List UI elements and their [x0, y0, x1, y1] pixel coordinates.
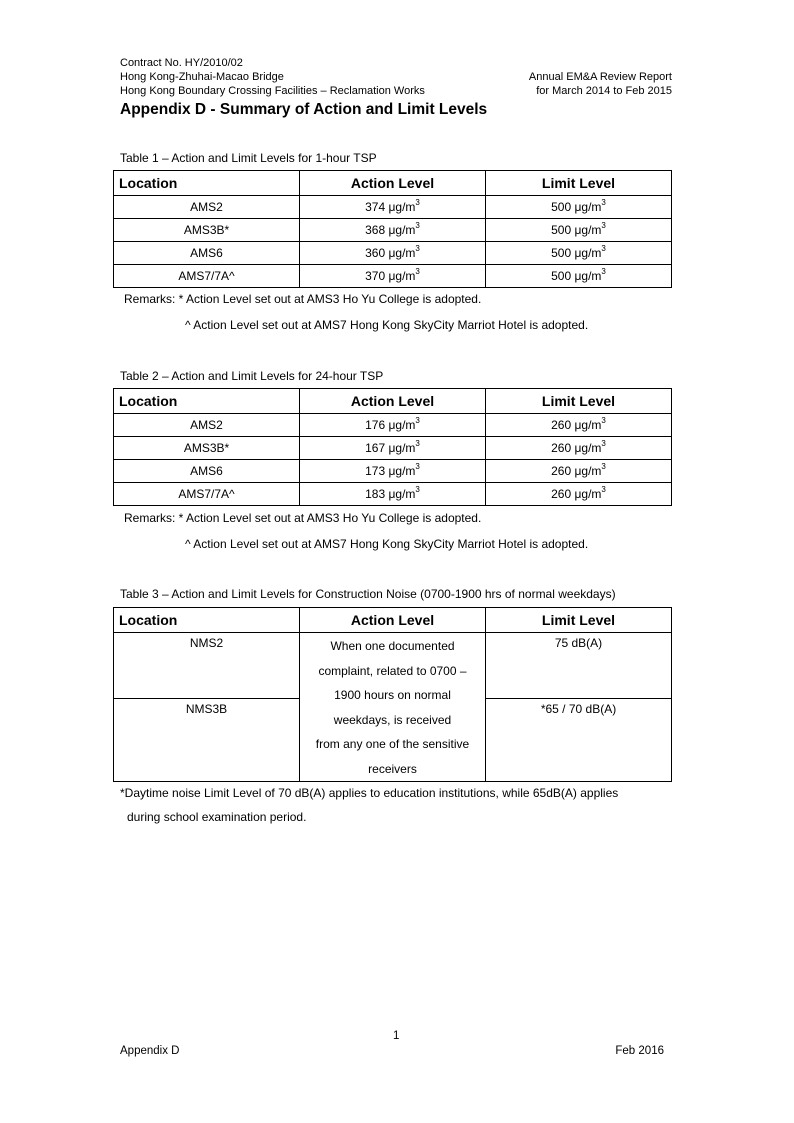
location-cell: AMS3B* — [114, 437, 300, 460]
limit-level-header: Limit Level — [486, 608, 672, 633]
limit-level-cell: 260 $\mu g/m^3$ — [486, 414, 672, 437]
table1-header-row — [114, 171, 672, 196]
report-name: Annual EM&A Review Report — [528, 71, 672, 83]
limit-level-cell: 260 $\mu g/m^3$ — [486, 460, 672, 483]
project-name: Hong Kong-Zhuhai-Macao Bridge — [120, 71, 284, 83]
action-level-cell: 370 $\mu g/m^3$ — [300, 265, 486, 288]
limit-level-cell: 500 $\mu g/m^3$ — [486, 219, 672, 242]
limit-level-cell: 500 $\mu g/m^3$ — [486, 196, 672, 219]
action-level-description — [300, 633, 486, 782]
table2-header-row — [114, 389, 672, 414]
action-level-cell: 374 $\mu g/m^3$ — [300, 196, 486, 219]
facility-name: Hong Kong Boundary Crossing Facilities – Reclamation Works — [120, 85, 425, 97]
table3 — [113, 607, 672, 782]
action-level-cell: 368 $\mu g/m^3$ — [300, 219, 486, 242]
table-row — [114, 242, 672, 265]
location-cell: AMS7/7A^ — [114, 265, 300, 288]
action-level-cell: 183 $\mu g/m^3$ — [300, 483, 486, 506]
table3-caption: Table 3 – Action and Limit Levels for Construction Noise (0700-1900 hrs of normal weekdays) — [120, 587, 616, 601]
action-line: 1900 hours on normal — [334, 688, 451, 702]
action-level-header: Action Level — [300, 608, 486, 633]
location-cell: NMS2 — [114, 633, 300, 699]
limit-level-header: Limit Level — [486, 171, 672, 196]
action-level-header: Action Level — [300, 171, 486, 196]
action-line: from any one of the sensitive — [315, 737, 470, 751]
action-level-cell: 176 $\mu g/m^3$ — [300, 414, 486, 437]
table3-note-line-1: *Daytime noise Limit Level of 70 dB(A) applies to education institutions, while 65dB(A) applies — [120, 786, 619, 800]
footer-left: Appendix D — [120, 1045, 180, 1057]
action-level-header: Action Level — [300, 389, 486, 414]
table-row — [114, 437, 672, 460]
limit-level-header: Limit Level — [486, 389, 672, 414]
limit-level-cell: 75 dB(A) — [486, 633, 672, 699]
footer-date: Feb 2016 — [615, 1045, 664, 1057]
table-row — [114, 483, 672, 506]
table1-remark-1: Remarks: * Action Level set out at AMS3 Ho Yu College is adopted. — [124, 292, 482, 306]
table1 — [113, 170, 672, 288]
action-level-cell: 167 $\mu g/m^3$ — [300, 437, 486, 460]
location-cell: AMS7/7A^ — [114, 483, 300, 506]
table2-caption: Table 2 – Action and Limit Levels for 24-hour TSP — [120, 369, 384, 383]
action-line: complaint, related to 0700 – — [318, 663, 467, 678]
table-row — [114, 219, 672, 242]
table2-remark-2: ^ Action Level set out at AMS7 Hong Kong SkyCity Marriot Hotel is adopted. — [185, 537, 589, 551]
location-cell: AMS6 — [114, 242, 300, 265]
limit-level-cell: 500 $\mu g/m^3$ — [486, 242, 672, 265]
limit-level-cell: 260 $\mu g/m^3$ — [486, 437, 672, 460]
location-cell: AMS6 — [114, 460, 300, 483]
page-number: 1 — [393, 1030, 400, 1042]
action-level-cell: 173 $\mu g/m^3$ — [300, 460, 486, 483]
table3-note-line-2: during school examination period. — [127, 810, 307, 824]
location-cell: AMS2 — [114, 196, 300, 219]
action-line: When one documented — [330, 639, 455, 653]
table-row — [114, 196, 672, 219]
table1-remark-2: ^ Action Level set out at AMS7 Hong Kong SkyCity Marriot Hotel is adopted. — [185, 318, 589, 332]
page-title: Appendix D - Summary of Action and Limit Levels — [120, 101, 488, 118]
contract-number: Contract No. HY/2010/02 — [120, 57, 243, 69]
location-header: Location — [114, 608, 300, 633]
limit-level-cell: 500 $\mu g/m^3$ — [486, 265, 672, 288]
table1-caption: Table 1 – Action and Limit Levels for 1-hour TSP — [120, 151, 377, 165]
action-level-cell: 360 $\mu g/m^3$ — [300, 242, 486, 265]
table2 — [113, 388, 672, 506]
table2-remark-1: Remarks: * Action Level set out at AMS3 Ho Yu College is adopted. — [124, 511, 482, 525]
location-cell: AMS3B* — [114, 219, 300, 242]
report-period: for March 2014 to Feb 2015 — [536, 85, 672, 97]
limit-level-cell: 260 $\mu g/m^3$ — [486, 483, 672, 506]
table-row — [114, 460, 672, 483]
table-row — [114, 414, 672, 437]
limit-level-cell: *65 / 70 dB(A) — [486, 698, 672, 781]
action-line: receivers — [368, 761, 417, 776]
location-cell: NMS3B — [114, 698, 300, 781]
table3-header-row — [114, 608, 672, 633]
action-line: weekdays, is received — [333, 712, 452, 727]
table-row — [114, 633, 672, 699]
location-header: Location — [114, 171, 300, 196]
location-header: Location — [114, 389, 300, 414]
table-row — [114, 265, 672, 288]
location-cell: AMS2 — [114, 414, 300, 437]
